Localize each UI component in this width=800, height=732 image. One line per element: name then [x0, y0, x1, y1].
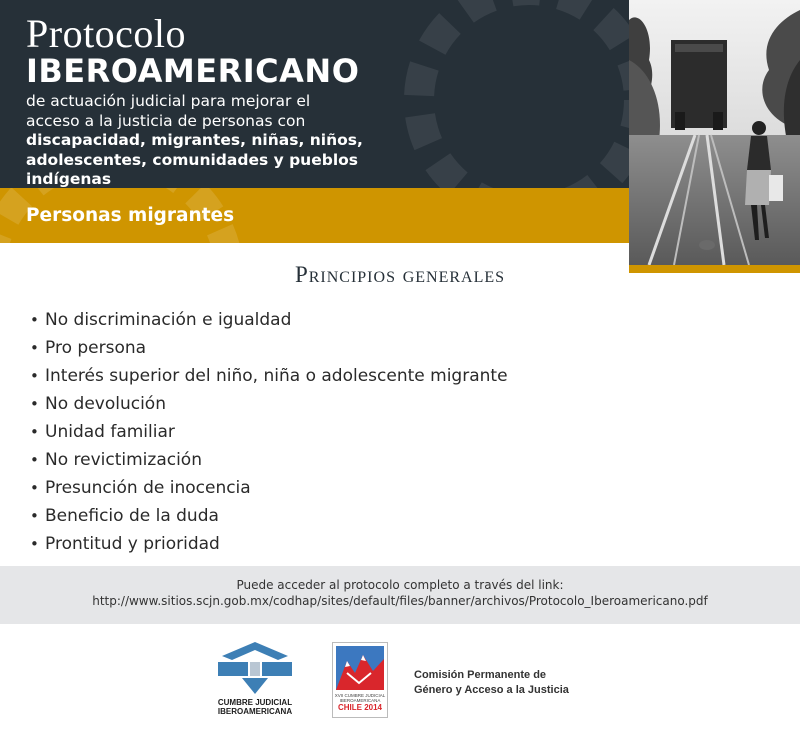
- title-line-2: IBEROAMERICANO: [26, 52, 360, 90]
- commission-line-1: Comisión Permanente de: [414, 669, 547, 681]
- bullet-icon: •: [30, 507, 39, 525]
- commission-line-2: Género y Acceso a la Justicia: [414, 684, 569, 696]
- cumbre-emblem-icon: [214, 640, 296, 696]
- list-item: [30, 418, 508, 446]
- railway-photo-illustration: [629, 0, 800, 265]
- commission-name: [414, 668, 569, 698]
- list-item-text: Beneficio de la duda: [45, 506, 219, 526]
- link-intro-text: Puede acceder al protocolo completo a través del link:: [236, 578, 564, 592]
- list-item-text: No discriminación e igualdad: [45, 310, 292, 330]
- bullet-icon: •: [30, 311, 39, 329]
- bullet-icon: •: [30, 339, 39, 357]
- cumbre-judicial-logo: [214, 640, 296, 720]
- subtitle: [26, 92, 366, 188]
- protocol-link[interactable]: http://www.sitios.scjn.gob.mx/codhap/sites/default/files/banner/archivos/Protocolo_Iberoamericano.pdf: [92, 594, 708, 608]
- gear-decoration-icon: [399, 0, 629, 188]
- subtitle-bold: discapacidad, migrantes, niñas, niños, adolescentes, comunidades y pueblos indígenas: [26, 131, 363, 188]
- chile-2014-logo: [332, 642, 388, 718]
- list-item-text: No revictimización: [45, 450, 202, 470]
- cumbre-logo-text-2: IBEROAMERICANA: [217, 707, 293, 716]
- list-item: [30, 306, 508, 334]
- bullet-icon: •: [30, 367, 39, 385]
- railway-photo: [629, 0, 800, 265]
- list-item-text: No devolución: [45, 394, 166, 414]
- title-line-1: Protocolo: [26, 11, 187, 56]
- list-item: [30, 362, 508, 390]
- cumbre-logo-text-1: CUMBRE JUDICIAL: [217, 698, 293, 707]
- bullet-icon: •: [30, 451, 39, 469]
- list-item: [30, 502, 508, 530]
- list-item: [30, 530, 508, 558]
- list-item: [30, 474, 508, 502]
- list-item: [30, 446, 508, 474]
- bullet-icon: •: [30, 395, 39, 413]
- topic-label: Personas migrantes: [26, 205, 235, 226]
- chile-logo-small-text: XVII CUMBRE JUDICIAL IBEROAMERICANA: [334, 693, 386, 703]
- link-box: [0, 566, 800, 624]
- bullet-icon: •: [30, 423, 39, 441]
- bullet-icon: •: [30, 479, 39, 497]
- topic-band: [0, 188, 629, 243]
- list-item-text: Presunción de inocencia: [45, 478, 251, 498]
- section-title: Principios generales: [294, 262, 506, 287]
- subtitle-plain: de actuación judicial para mejorar el acceso a la justicia de personas con: [26, 92, 311, 130]
- list-item-text: Interés superior del niño, niña o adolescente migrante: [45, 366, 508, 386]
- principles-list: [30, 306, 508, 558]
- list-item-text: Unidad familiar: [45, 422, 175, 442]
- list-item: [30, 334, 508, 362]
- list-item-text: Prontitud y prioridad: [45, 534, 220, 554]
- chile-logo-big-text: CHILE 2014: [337, 703, 383, 712]
- bullet-icon: •: [30, 535, 39, 553]
- list-item: [30, 390, 508, 418]
- chile-mountains-icon: [333, 643, 387, 693]
- list-item-text: Pro persona: [45, 338, 147, 358]
- header-banner: [0, 0, 629, 188]
